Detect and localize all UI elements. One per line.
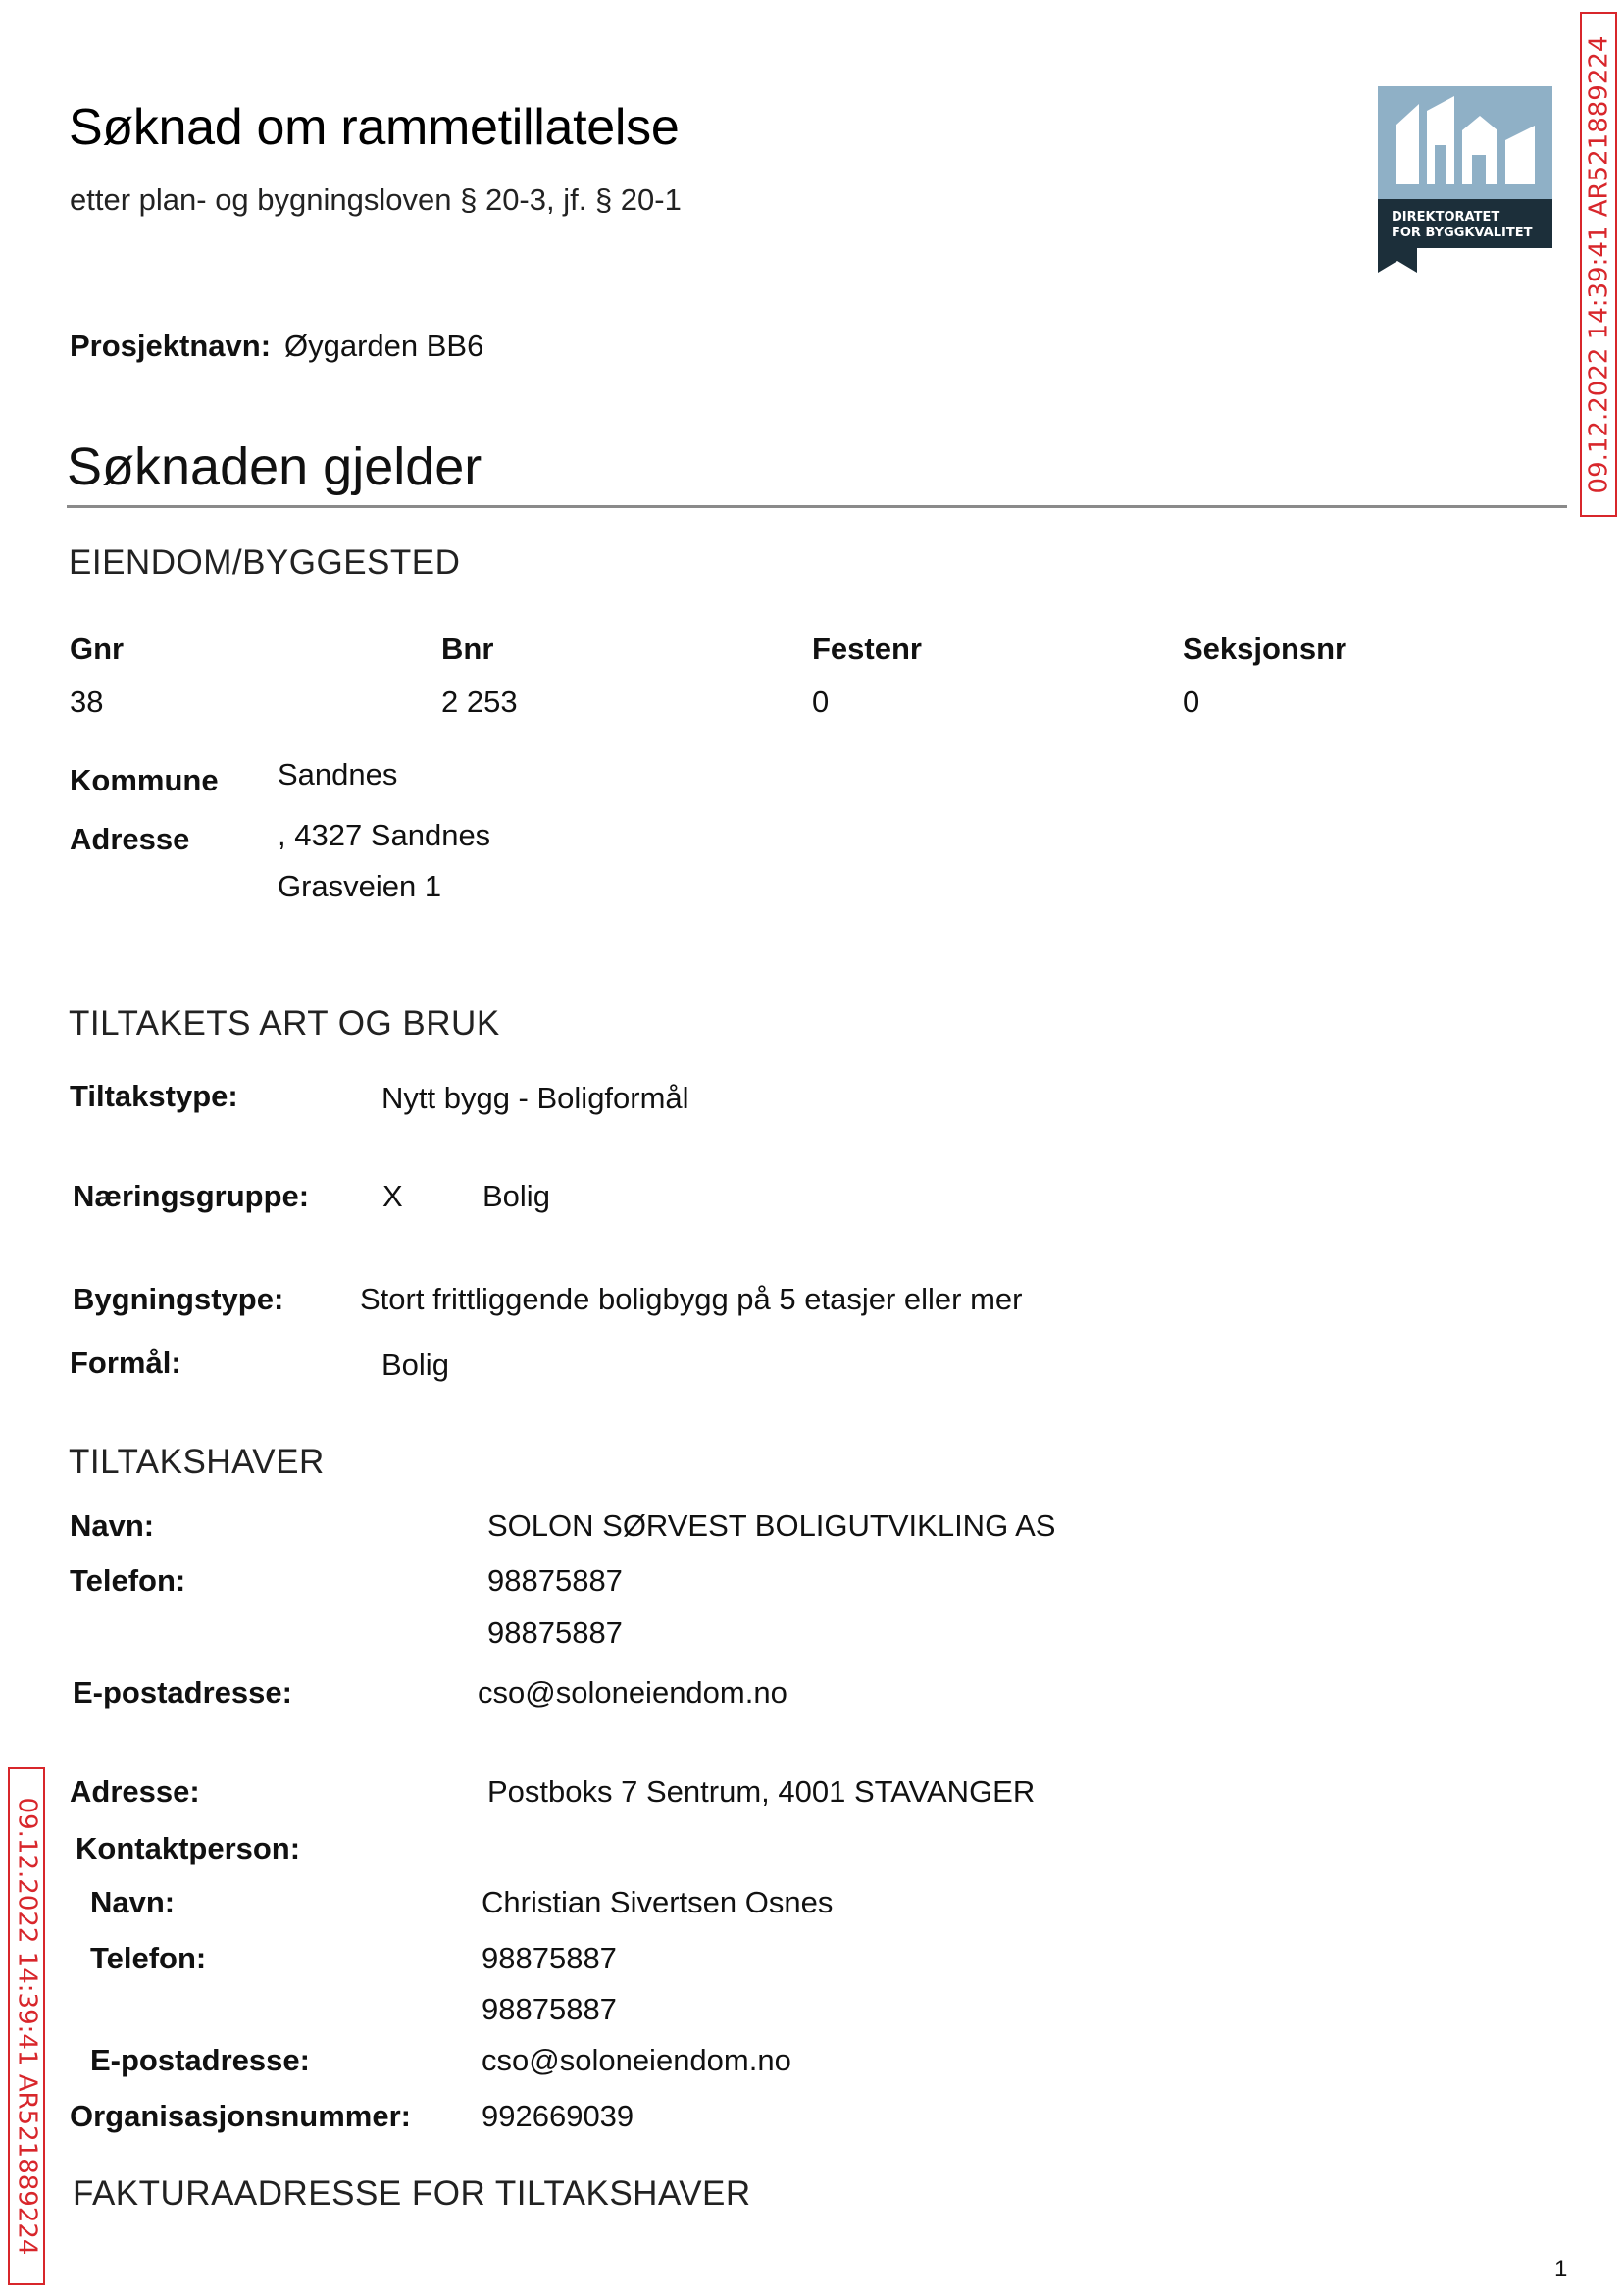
festenr-label: Festenr [812,632,922,666]
tiltakstype-value: Nytt bygg - Boligformål [381,1081,689,1115]
seksjonsnr-label: Seksjonsnr [1183,632,1347,666]
kontaktperson-label: Kontaktperson: [76,1831,301,1865]
th-telefon-value1: 98875887 [487,1563,623,1598]
kp-epost-label: E-postadresse: [90,2043,310,2077]
logo-text-line2: FOR BYGGKVALITET [1392,226,1533,240]
kp-navn-value: Christian Sivertsen Osnes [482,1885,834,1919]
dibk-logo-icon [1378,86,1552,273]
naeringsgruppe-value: Bolig [482,1179,550,1213]
project-label: Prosjektnavn: [70,329,272,363]
kommune-value: Sandnes [278,757,398,791]
timestamp-stamp-top [1580,12,1617,517]
bnr-label: Bnr [441,632,494,666]
faktura-heading: FAKTURAADRESSE FOR TILTAKSHAVER [73,2174,751,2213]
page-number: 1 [1554,2256,1568,2282]
naeringsgruppe-code: X [382,1179,403,1213]
section-title: Søknaden gjelder [67,437,482,496]
dibk-logo [1378,86,1552,273]
kp-telefon-label: Telefon: [90,1941,207,1975]
gnr-value: 38 [70,685,104,719]
logo-text-line1: DIREKTORATET [1392,210,1500,225]
kp-telefon-value1: 98875887 [482,1941,617,1975]
naeringsgruppe-label: Næringsgruppe: [73,1179,310,1213]
bygningstype-label: Bygningstype: [73,1282,284,1316]
th-telefon-label: Telefon: [70,1563,186,1598]
kp-epost-value: cso@soloneiendom.no [482,2043,791,2077]
tiltakstype-label: Tiltakstype: [70,1079,238,1113]
logo-text [1392,210,1532,241]
project-value: Øygarden BB6 [284,329,484,363]
property-heading: EIENDOM/BYGGESTED [69,543,461,582]
festenr-value: 0 [812,685,830,719]
bnr-value: 2 253 [441,685,518,719]
timestamp-stamp-left [8,1767,45,2285]
th-epost-value: cso@soloneiendom.no [478,1675,787,1709]
tiltakshaver-heading: TILTAKSHAVER [69,1443,325,1481]
gnr-label: Gnr [70,632,125,666]
kp-navn-label: Navn: [90,1885,176,1919]
stamp-text: 09.12.2022 14:39:41 AR521889224 [12,1797,41,2256]
formal-value: Bolig [381,1348,449,1382]
tiltak-heading: TILTAKETS ART OG BRUK [69,1004,500,1043]
formal-label: Formål: [70,1346,181,1380]
bygningstype-value: Stort frittliggende boligbygg på 5 etasjer eller mer [360,1282,1023,1316]
orgnr-label: Organisasjonsnummer: [70,2099,411,2133]
kp-telefon-value2: 98875887 [482,1992,617,2026]
document-subtitle: etter plan- og bygningsloven § 20-3, jf. § 20-1 [70,182,682,217]
adresse-line1: , 4327 Sandnes [278,818,491,852]
th-navn-value: SOLON SØRVEST BOLIGUTVIKLING AS [487,1508,1056,1543]
kommune-label: Kommune [70,763,219,797]
section-divider [67,505,1567,508]
document-title: Søknad om rammetillatelse [69,99,680,156]
adresse-line2: Grasveien 1 [278,869,442,903]
th-adresse-label: Adresse: [70,1774,200,1809]
orgnr-value: 992669039 [482,2099,634,2133]
th-adresse-value: Postboks 7 Sentrum, 4001 STAVANGER [487,1774,1036,1809]
adresse-label: Adresse [70,822,190,856]
th-epost-label: E-postadresse: [73,1675,292,1709]
seksjonsnr-value: 0 [1183,685,1200,719]
th-navn-label: Navn: [70,1508,155,1543]
stamp-text: 09.12.2022 14:39:41 AR521889224 [1584,35,1613,493]
th-telefon-value2: 98875887 [487,1615,623,1650]
